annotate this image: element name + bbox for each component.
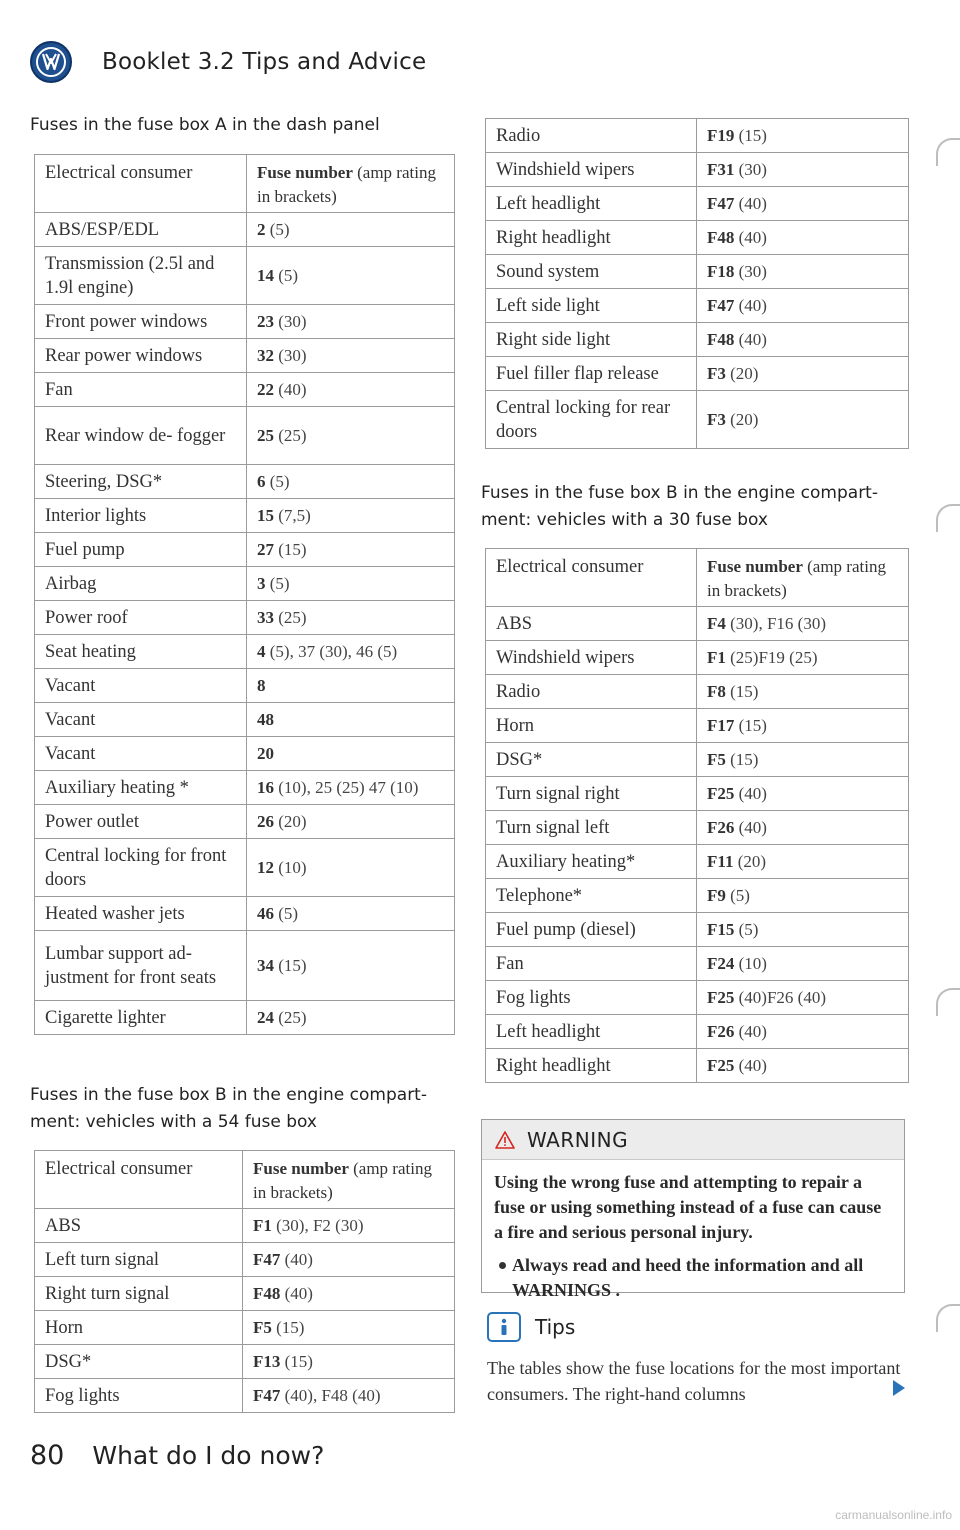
consumer-cell: Power roof	[35, 601, 247, 635]
consumer-cell: Left side light	[486, 289, 697, 323]
fuse-rating: (5), 37 (30), 46 (5)	[269, 641, 398, 661]
consumer-cell: DSG*	[486, 743, 697, 777]
fuse-rating: (15)	[284, 1351, 313, 1371]
consumer-cell: Left headlight	[486, 187, 697, 221]
watermark: carmanualsonline.info	[835, 1508, 952, 1522]
fuse-cell	[697, 255, 909, 289]
warning-box	[481, 1119, 905, 1300]
consumer-cell: Vacant	[35, 737, 247, 771]
consumer-cell: Interior lights	[35, 499, 247, 533]
table-row	[486, 357, 909, 391]
fuse-rating: (40)	[738, 227, 767, 247]
warning-header	[482, 1120, 904, 1160]
column-header-fuse: Fuse number (amp rating in brackets)	[697, 549, 909, 607]
fuse-cell	[697, 981, 909, 1015]
consumer-cell: Telephone*	[486, 879, 697, 913]
fuse-number: F47	[707, 193, 735, 213]
fuse-rating: (15)	[278, 955, 307, 975]
table-row	[486, 743, 909, 777]
fuse-number: F13	[253, 1351, 281, 1371]
consumer-cell: ABS	[486, 607, 697, 641]
fuse-cell	[247, 499, 455, 533]
bullet-dot	[494, 1253, 512, 1303]
fuse-rating: (25)	[278, 425, 307, 445]
arrow-right-icon[interactable]	[893, 1380, 905, 1396]
fuse-cell	[247, 213, 455, 247]
fuse-rating: (15)	[276, 1317, 305, 1337]
fuse-cell	[697, 675, 909, 709]
page-header	[30, 40, 426, 84]
consumer-cell: Front power windows	[35, 305, 247, 339]
fuse-rating: (40)	[738, 1021, 767, 1041]
fuse-rating: (20)	[730, 363, 759, 383]
fuse-number: F15	[707, 919, 735, 939]
table-row	[486, 981, 909, 1015]
table-row	[35, 805, 455, 839]
fuse-number: 23	[257, 311, 274, 331]
page-tab-decoration	[936, 988, 960, 1016]
fuse-rating: (40)	[738, 1055, 767, 1075]
fuse-number: 8	[257, 675, 266, 695]
page-tab-decoration	[936, 504, 960, 532]
table-row	[486, 879, 909, 913]
consumer-cell: Lumbar support ad- justment for front seats	[35, 931, 247, 1001]
fuse-cell	[697, 607, 909, 641]
consumer-cell: Fuel filler flap release	[486, 357, 697, 391]
consumer-cell: DSG*	[35, 1345, 243, 1379]
table-row	[486, 641, 909, 675]
table-row	[35, 407, 455, 465]
fuse-number: 27	[257, 539, 274, 559]
fuse-number: F5	[253, 1317, 272, 1337]
consumer-cell: Left turn signal	[35, 1243, 243, 1277]
table-row	[486, 289, 909, 323]
fuse-number: F26	[707, 1021, 735, 1041]
tips-header	[487, 1312, 575, 1342]
fuse-cell	[697, 357, 909, 391]
fuse-rating: (5)	[730, 885, 750, 905]
engine54-table-heading: Fuses in the fuse box B in the engine compart- ment: vehicles with a 54 fuse box	[30, 1085, 427, 1132]
consumer-cell: Right side light	[486, 323, 697, 357]
fuse-cell	[243, 1277, 455, 1311]
table-row	[35, 931, 455, 1001]
column-header-fuse: Fuse number (amp rating in brackets)	[243, 1151, 455, 1209]
fuse-cell	[247, 465, 455, 499]
fuse-number: F1	[707, 647, 726, 667]
table-row	[35, 1243, 455, 1277]
fuse-number: 25	[257, 425, 274, 445]
consumer-cell: Auxiliary heating*	[486, 845, 697, 879]
fuse-number: F48	[253, 1283, 281, 1303]
fuse-rating: (15)	[738, 715, 767, 735]
consumer-cell: Auxiliary heating *	[35, 771, 247, 805]
fuse-cell	[243, 1243, 455, 1277]
fuse-rating: (15)	[730, 749, 759, 769]
fuse-cell	[247, 533, 455, 567]
consumer-cell: Fuel pump (diesel)	[486, 913, 697, 947]
fuse-number: F17	[707, 715, 735, 735]
fuse-rating: (40)	[738, 329, 767, 349]
fuse-number: 14	[257, 265, 274, 285]
page-tab-decoration	[936, 1304, 960, 1332]
table-header-row	[35, 1151, 455, 1209]
tips-text: The tables show the fuse locations for the most important consumers. The right-hand columns	[487, 1358, 901, 1404]
table-row	[486, 1049, 909, 1083]
info-icon	[487, 1312, 521, 1342]
fuse-rating: (20)	[737, 851, 767, 871]
fuse-cell	[697, 289, 909, 323]
table-row	[486, 709, 909, 743]
fuse-cell	[697, 641, 909, 675]
consumer-cell: Fan	[35, 373, 247, 407]
fuse-rating: (40), F48 (40)	[284, 1385, 381, 1405]
fuse-cell	[247, 771, 455, 805]
fuse-cell	[697, 391, 909, 449]
consumer-cell: Central locking for front doors	[35, 839, 247, 897]
consumer-cell: ABS	[35, 1209, 243, 1243]
page-footer	[30, 1440, 324, 1471]
fuse-number: 6	[257, 471, 266, 491]
consumer-cell: Sound system	[486, 255, 697, 289]
consumer-cell: Horn	[486, 709, 697, 743]
table-row	[486, 153, 909, 187]
fuse-cell	[247, 805, 455, 839]
table-row	[486, 255, 909, 289]
fuse-rating: (15)	[730, 681, 759, 701]
table-header-row	[486, 549, 909, 607]
table-row	[486, 811, 909, 845]
fuse-number: 48	[257, 709, 274, 729]
footer-title: What do I do now?	[92, 1441, 325, 1470]
consumer-cell: Fuel pump	[35, 533, 247, 567]
table-row	[35, 635, 455, 669]
table-row	[35, 1001, 455, 1035]
consumer-cell: Cigarette lighter	[35, 1001, 247, 1035]
fuse-cell	[697, 187, 909, 221]
warning-body	[482, 1160, 904, 1303]
fuse-number: F48	[707, 227, 735, 247]
fuse-cell	[247, 839, 455, 897]
column-header-consumer: Electrical consumer	[486, 549, 697, 607]
table-row	[486, 947, 909, 981]
warning-title: WARNING	[527, 1127, 629, 1152]
fuse-cell	[697, 1015, 909, 1049]
fuse-number: 4	[257, 641, 266, 661]
consumer-cell: Fog lights	[35, 1379, 243, 1413]
fuse-rating: (30)	[738, 261, 767, 281]
table-row	[35, 897, 455, 931]
consumer-cell: Vacant	[35, 669, 247, 703]
fuse-rating: (25)	[278, 607, 307, 627]
fuse-rating: (40)	[738, 193, 767, 213]
consumer-cell: Rear window de- fogger	[35, 407, 247, 465]
fuse-rating: (40)	[284, 1249, 313, 1269]
consumer-cell: Seat heating	[35, 635, 247, 669]
fuse-number: F4	[707, 613, 726, 633]
table-row	[35, 1379, 455, 1413]
table-row	[486, 1015, 909, 1049]
table-row	[486, 119, 909, 153]
fuse-cell	[697, 913, 909, 947]
consumer-cell: Right turn signal	[35, 1277, 243, 1311]
consumer-cell: Turn signal left	[486, 811, 697, 845]
fuse-rating: (40)	[738, 783, 767, 803]
fuse-number: 12	[257, 857, 274, 877]
table-row	[35, 1277, 455, 1311]
vw-logo-icon	[30, 41, 72, 83]
consumer-cell: Fan	[486, 947, 697, 981]
column-header-consumer: Electrical consumer	[35, 1151, 243, 1209]
fuse-rating: (40)	[278, 379, 307, 399]
table-row	[35, 669, 455, 703]
fuse-cell	[697, 947, 909, 981]
fuse-number: F3	[707, 409, 726, 429]
fuse-rating: (25)	[278, 1007, 307, 1027]
fuse-number: F47	[253, 1249, 281, 1269]
engine30-table-heading: Fuses in the fuse box B in the engine compart- ment: vehicles with a 30 fuse box	[481, 483, 878, 530]
consumer-cell: Transmission (2.5l and 1.9l engine)	[35, 247, 247, 305]
fuse-number: F31	[707, 159, 735, 179]
fuse-cell	[247, 1001, 455, 1035]
consumer-cell: Heated washer jets	[35, 897, 247, 931]
consumer-cell: Windshield wipers	[486, 641, 697, 675]
fuse-number: 16	[257, 777, 274, 797]
table-row	[35, 533, 455, 567]
fuse-number: F47	[253, 1385, 281, 1405]
fuse-number: F24	[707, 953, 735, 973]
fuse-cell	[243, 1345, 455, 1379]
column-header-consumer: Electrical consumer	[35, 155, 247, 213]
fuse-number: 2	[257, 219, 266, 239]
fuse-number: F26	[707, 817, 735, 837]
fuse-cell	[697, 153, 909, 187]
fuse-cell	[247, 703, 455, 737]
fuse-cell	[247, 931, 455, 1001]
fuse-cell	[247, 669, 455, 703]
fuse-rating: (40)F26 (40)	[738, 987, 826, 1007]
table-row	[35, 213, 455, 247]
dash-fuse-table	[34, 154, 455, 1035]
fuse-cell	[247, 407, 455, 465]
fuse-number: 24	[257, 1007, 274, 1027]
table-row	[486, 323, 909, 357]
page-tab-decoration	[936, 138, 960, 166]
fuse-rating: (40)	[284, 1283, 313, 1303]
table-row	[35, 1311, 455, 1345]
fuse-rating: (5)	[738, 919, 759, 939]
consumer-cell: Rear power windows	[35, 339, 247, 373]
consumer-cell: Radio	[486, 119, 697, 153]
fuse-number: 33	[257, 607, 274, 627]
warning-bullet	[494, 1253, 892, 1303]
tips-title: Tips	[535, 1315, 576, 1339]
fuse-number: F3	[707, 363, 726, 383]
consumer-cell: ABS/ESP/EDL	[35, 213, 247, 247]
fuse-number: F1	[253, 1215, 272, 1235]
fuse-number: 22	[257, 379, 274, 399]
fuse-cell	[697, 845, 909, 879]
fuse-rating: (30)	[278, 345, 307, 365]
consumer-cell: Power outlet	[35, 805, 247, 839]
fuse-rating: (5)	[278, 265, 299, 285]
consumer-cell: Right headlight	[486, 1049, 697, 1083]
fuse-number: F19	[707, 125, 735, 145]
fuse-number: F47	[707, 295, 735, 315]
table-row	[486, 187, 909, 221]
fuse-cell	[697, 777, 909, 811]
fuse-number: F9	[707, 885, 726, 905]
fuse-rating: (10)	[278, 857, 307, 877]
fuse-cell	[697, 119, 909, 153]
fuse-number: 15	[257, 505, 274, 525]
fuse-number: 32	[257, 345, 274, 365]
fuse-number: F11	[707, 851, 734, 871]
fuse-cell	[697, 743, 909, 777]
fuse-rating: (5)	[278, 903, 299, 923]
fuse-cell	[247, 373, 455, 407]
fuse-rating: (10), 25 (25) 47 (10)	[278, 777, 419, 797]
fuse-rating: (20)	[730, 409, 759, 429]
fuse-cell	[697, 1049, 909, 1083]
table-row	[486, 845, 909, 879]
fuse-rating: (40)	[738, 817, 767, 837]
table-row	[35, 703, 455, 737]
consumer-cell: Windshield wipers	[486, 153, 697, 187]
table-row	[486, 675, 909, 709]
consumer-cell: Central locking for rear doors	[486, 391, 697, 449]
column-header-fuse: Fuse number (amp rating in brackets)	[247, 155, 455, 213]
page-number: 80	[30, 1440, 65, 1471]
fuse-cell	[247, 897, 455, 931]
fuse-cell	[697, 879, 909, 913]
consumer-cell: Vacant	[35, 703, 247, 737]
consumer-cell: Turn signal right	[486, 777, 697, 811]
fuse-number: 20	[257, 743, 274, 763]
fuse-rating: (15)	[278, 539, 307, 559]
fuse-cell	[247, 737, 455, 771]
fuse-cell	[243, 1209, 455, 1243]
fuse-rating: (40)	[738, 295, 767, 315]
table-header-row	[35, 155, 455, 213]
table-row	[35, 771, 455, 805]
fuse-cell	[697, 323, 909, 357]
fuse-rating: (7,5)	[278, 505, 311, 525]
table-row	[35, 247, 455, 305]
fuse-number: F18	[707, 261, 735, 281]
fuse-number: F25	[707, 1055, 735, 1075]
fuse-cell	[247, 567, 455, 601]
warning-bullet-text: Always read and heed the information and all WARNINGS .	[512, 1255, 864, 1300]
fuse-cell	[243, 1311, 455, 1345]
fuse-rating: (30), F2 (30)	[276, 1215, 364, 1235]
consumer-cell: Radio	[486, 675, 697, 709]
warning-text: Using the wrong fuse and attempting to repair a fuse or using something instead of a fuse can cause a fire and serious personal injury.	[494, 1172, 882, 1242]
fuse-rating: (25)F19 (25)	[730, 647, 818, 667]
dash-table-heading: Fuses in the fuse box A in the dash panel	[30, 115, 380, 135]
table-row	[35, 601, 455, 635]
table-row	[35, 1345, 455, 1379]
table-row	[35, 305, 455, 339]
consumer-cell: Right headlight	[486, 221, 697, 255]
fuse-rating: (5)	[269, 573, 290, 593]
table-row	[35, 465, 455, 499]
fuse-number: 46	[257, 903, 274, 923]
engine54-fuse-table	[34, 1150, 455, 1413]
table-row	[486, 913, 909, 947]
warning-triangle-icon	[495, 1131, 515, 1149]
fuse-number: 26	[257, 811, 274, 831]
fuse-rating: (30)	[738, 159, 767, 179]
table-row	[35, 1209, 455, 1243]
table-row	[486, 221, 909, 255]
table-row	[486, 777, 909, 811]
engine30-fuse-table	[485, 548, 909, 1083]
fuse-number: F25	[707, 987, 735, 1007]
fuse-number: 3	[257, 573, 266, 593]
fuse-rating: (5)	[269, 471, 290, 491]
fuse-number: F25	[707, 783, 735, 803]
fuse-cell	[697, 709, 909, 743]
table-row	[35, 737, 455, 771]
page-title: Booklet 3.2 Tips and Advice	[102, 49, 427, 75]
fuse-rating: (5)	[269, 219, 290, 239]
fuse-cell	[247, 635, 455, 669]
fuse-cell	[247, 247, 455, 305]
fuse-rating: (10)	[738, 953, 767, 973]
fuse-cell	[697, 811, 909, 845]
fuse-rating: (15)	[738, 125, 767, 145]
fuse-rating: (30)	[278, 311, 307, 331]
table-row	[486, 607, 909, 641]
fuse-rating: (30), F16 (30)	[730, 613, 826, 633]
fuse-cell	[247, 339, 455, 373]
consumer-cell: Left headlight	[486, 1015, 697, 1049]
table-row	[35, 839, 455, 897]
consumer-cell: Airbag	[35, 567, 247, 601]
fuse-number: F48	[707, 329, 735, 349]
consumer-cell: Horn	[35, 1311, 243, 1345]
table-row	[35, 373, 455, 407]
fuse-cell	[243, 1379, 455, 1413]
table-row	[35, 339, 455, 373]
consumer-cell: Steering, DSG*	[35, 465, 247, 499]
table-row	[35, 567, 455, 601]
fuse-cell	[247, 305, 455, 339]
table-row	[35, 499, 455, 533]
fuse-cell	[247, 601, 455, 635]
fuse-number: 34	[257, 955, 274, 975]
table-row	[486, 391, 909, 449]
fuse-number: F5	[707, 749, 726, 769]
fuse-number: F8	[707, 681, 726, 701]
consumer-cell: Fog lights	[486, 981, 697, 1015]
continued-fuse-table	[485, 118, 909, 449]
fuse-rating: (20)	[278, 811, 307, 831]
fuse-cell	[697, 221, 909, 255]
